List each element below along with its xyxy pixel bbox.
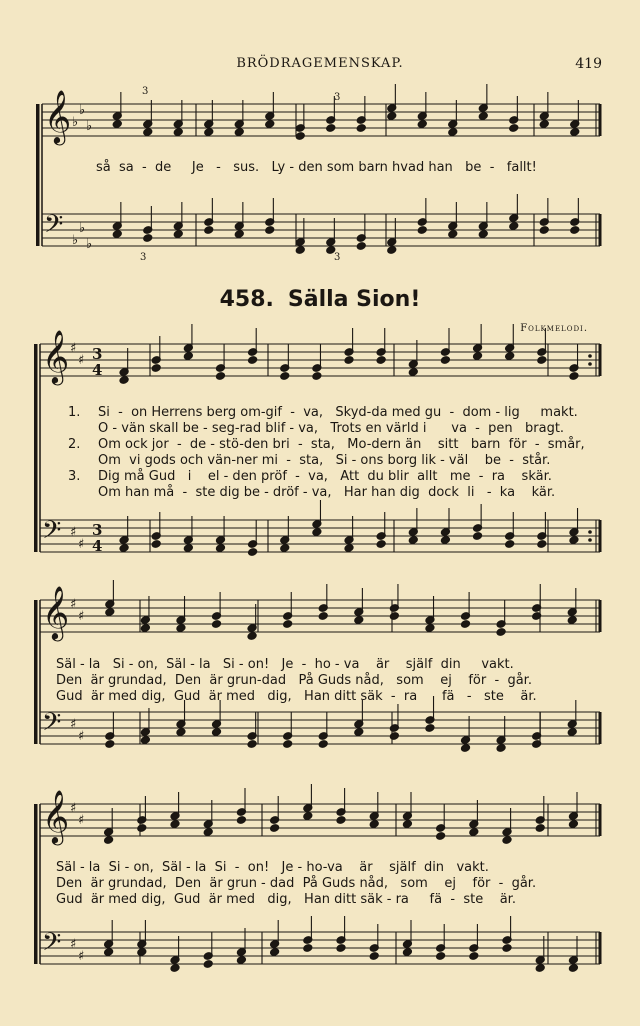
top-system-bass-note xyxy=(417,226,427,235)
system1-bass-note xyxy=(408,536,418,545)
system2-bass-note xyxy=(354,728,364,737)
system2-treble-note xyxy=(496,628,506,637)
system3-bass-note xyxy=(568,964,578,973)
top-system-bass-note xyxy=(387,246,397,255)
system3-treble-note xyxy=(236,816,246,825)
system3-bass-note xyxy=(436,952,446,961)
system1-bass-note xyxy=(248,548,258,557)
top-system-bass-note xyxy=(234,230,244,239)
system2-treble-note xyxy=(176,624,186,633)
system3-bass-note xyxy=(170,964,180,973)
system3-treble-note xyxy=(170,820,180,829)
system3-treble-clef: 𝄞 xyxy=(42,789,70,843)
top-system-brace xyxy=(36,104,40,246)
system2-bass-note xyxy=(211,728,221,737)
system3-treble-note xyxy=(502,836,512,845)
triplet-mark: 3 xyxy=(334,92,341,103)
system1-treble-note xyxy=(344,356,354,365)
system3-treble-note xyxy=(203,828,213,837)
system3-treble-note xyxy=(137,824,147,833)
system1-bass-note xyxy=(440,536,450,545)
system1-bass-note xyxy=(151,540,161,549)
system1-bass-note xyxy=(473,532,483,541)
system1-time-sig-denominator: 4 xyxy=(92,537,103,555)
top-system-bass-note xyxy=(173,230,183,239)
system2-treble-note xyxy=(425,624,435,633)
system3-bass-note xyxy=(402,948,412,957)
system1-lyric-line: O - vän skall be - seg-rad blif - va, Trots en värld i va - pen bragt. xyxy=(98,421,565,436)
system1-treble-note xyxy=(569,372,579,381)
system1-key-sig: ♯ xyxy=(78,537,85,552)
system2-bass-note xyxy=(496,744,506,753)
page-number: 419 xyxy=(575,56,602,72)
system1-key-sig: ♯ xyxy=(70,341,77,356)
system1-lyric-line: Om vi gods och vän-ner mi - sta, Si - ons borg lik - väl be - står. xyxy=(98,453,551,468)
system2-bass-note xyxy=(425,724,435,733)
system2-lyric-line: Gud är med dig, Gud är med dig, Han ditt säk - ra fä - ste är. xyxy=(56,689,537,704)
top-system-treble-note xyxy=(326,124,336,133)
system1-treble-note xyxy=(151,364,161,373)
system1-key-sig: ♯ xyxy=(70,525,77,540)
system1-treble-note xyxy=(312,372,322,381)
system1-lyric-line: Om han må - ste dig be - dröf - va, Har han dig dock li - ka kär. xyxy=(98,485,556,500)
top-system-treble-note xyxy=(417,120,427,129)
system1-key-sig: ♯ xyxy=(78,353,85,368)
system3-treble-note xyxy=(104,836,114,845)
system3-bass-note xyxy=(137,948,147,957)
system2-treble-note xyxy=(318,612,328,621)
system2-key-sig: ♯ xyxy=(70,597,77,612)
system3-brace xyxy=(34,804,38,964)
system3-treble-note xyxy=(369,820,379,829)
verse-number-2: 2. xyxy=(68,437,81,452)
system1-bass-note xyxy=(119,544,129,553)
system1-repeat-dot xyxy=(588,354,592,358)
system2-bass-note xyxy=(176,728,186,737)
top-system-key-sig: ♭ xyxy=(72,233,79,248)
top-system-key-sig: ♭ xyxy=(86,119,93,134)
top-system-treble-note xyxy=(234,128,244,137)
top-system-treble-note xyxy=(356,124,366,133)
system2-treble-note xyxy=(140,624,150,633)
system1-treble-note xyxy=(215,372,225,381)
top-system-key-sig: ♭ xyxy=(79,221,86,236)
system3-bass-note xyxy=(369,952,379,961)
triplet-mark: 3 xyxy=(140,252,147,263)
system3-lyric-line: Säl - la Si - on, Säl - la Si - on! Je - ho-va är själf din vakt. xyxy=(56,860,489,875)
top-system-bass-clef: 𝄢 xyxy=(44,210,64,245)
system2-bass-note xyxy=(318,740,328,749)
verse-number-3: 3. xyxy=(68,469,81,484)
system1-bass-note xyxy=(505,540,515,549)
system3-treble-note xyxy=(469,828,479,837)
top-system-treble-note xyxy=(173,128,183,137)
top-system-bass-note xyxy=(448,230,458,239)
verse-number-1: 1. xyxy=(68,405,81,420)
system1-lyric-line: Si - on Herrens berg om-gif - va, Skyd-da med gu - dom - lig makt. xyxy=(98,405,578,420)
system1-bass-note xyxy=(183,544,193,553)
system2-treble-note xyxy=(567,616,577,625)
system1-time-sig-denominator: 4 xyxy=(92,361,103,379)
system1-treble-note xyxy=(537,356,547,365)
system2-treble-note xyxy=(460,620,470,629)
system2-bass-clef: 𝄢 xyxy=(42,708,62,743)
system1-lyric-line: Om ock jor - de - stö-den bri - sta, Mo-dern än sitt barn för - smår, xyxy=(98,437,585,452)
top-system-bass-note xyxy=(509,222,519,231)
system1-time-sig-numerator: 3 xyxy=(92,521,103,539)
system1-bass-note xyxy=(537,540,547,549)
system3-bass-note xyxy=(270,948,280,957)
top-system-bass-note xyxy=(112,230,122,239)
system3-bass-clef: 𝄢 xyxy=(42,928,62,963)
top-system-treble-note xyxy=(570,128,580,137)
system2-treble-note xyxy=(283,620,293,629)
system2-treble-note xyxy=(211,620,221,629)
top-system-treble-note xyxy=(448,128,458,137)
top-system-bass-note xyxy=(265,226,275,235)
system3-lyric-line: Gud är med dig, Gud är med dig, Han ditt säk - ra fä - ste är. xyxy=(56,892,516,907)
system3-lyric-line: Den är grundad, Den är grun - dad På Guds nåd, som ej för - går. xyxy=(56,876,537,891)
top-system-treble-note xyxy=(509,124,519,133)
system1-bass-note xyxy=(376,540,386,549)
system2-bass-note xyxy=(140,736,150,745)
system3-bass-note xyxy=(336,944,346,953)
top-system-bass-note xyxy=(295,246,305,255)
top-system-bass-note xyxy=(204,226,214,235)
system1-bass-note xyxy=(344,544,354,553)
triplet-mark: 3 xyxy=(334,252,341,263)
top-system-lyric: så sa - de Je - sus. Ly - den som barn hvad han be - fallt! xyxy=(96,160,537,175)
system2-key-sig: ♯ xyxy=(78,609,85,624)
top-system-treble-note xyxy=(143,128,153,137)
system3-bass-note xyxy=(502,944,512,953)
top-system-bass-note xyxy=(539,226,549,235)
top-system-bass-note xyxy=(143,234,153,243)
system3-bass-note xyxy=(469,952,479,961)
system2-treble-clef: 𝄞 xyxy=(42,585,70,639)
system2-key-sig: ♯ xyxy=(78,729,85,744)
system1-brace xyxy=(34,344,38,552)
system3-key-sig: ♯ xyxy=(70,937,77,952)
top-system-treble-note xyxy=(265,120,275,129)
system2-key-sig: ♯ xyxy=(70,717,77,732)
system2-bass-note xyxy=(283,740,293,749)
system1-treble-note xyxy=(440,356,450,365)
system2-treble-note xyxy=(354,616,364,625)
top-system-key-sig: ♭ xyxy=(86,237,93,252)
system1-time-sig-numerator: 3 xyxy=(92,345,103,363)
system2-lyric-line: Den är grundad, Den är grun-dad På Guds nåd, som ej för - går. xyxy=(56,673,532,688)
system2-treble-note xyxy=(105,608,115,617)
system3-key-sig: ♯ xyxy=(78,949,85,964)
system3-key-sig: ♯ xyxy=(70,801,77,816)
top-system-bass-note xyxy=(570,226,580,235)
system2-bass-note xyxy=(247,740,257,749)
system2-treble-note xyxy=(389,612,399,621)
system3-bass-note xyxy=(236,956,246,965)
system3-treble-note xyxy=(535,824,545,833)
top-system-treble-note xyxy=(295,132,305,141)
system3-bass-note xyxy=(104,948,114,957)
system3-bass-note xyxy=(203,960,213,969)
top-system-treble-note xyxy=(204,128,214,137)
top-system-key-sig: ♭ xyxy=(79,103,86,118)
system1-bass-note xyxy=(569,536,579,545)
system1-treble-clef: 𝄞 xyxy=(42,329,70,383)
triplet-mark: 3 xyxy=(142,86,149,97)
system2-treble-note xyxy=(247,632,257,641)
system1-bass-note xyxy=(280,544,290,553)
system2-brace xyxy=(34,600,38,744)
tune-credit: Folkmelodi. xyxy=(520,323,588,334)
top-system-treble-note xyxy=(539,120,549,129)
system3-treble-note xyxy=(336,816,346,825)
system3-bass-note xyxy=(303,944,313,953)
hymn-title-text: Sälla Sion! xyxy=(287,287,421,312)
system1-treble-note xyxy=(408,368,418,377)
system1-treble-note xyxy=(183,352,193,361)
system1-bass-note xyxy=(312,528,322,537)
system3-treble-note xyxy=(402,820,412,829)
system3-treble-note xyxy=(270,824,280,833)
hymn-number: 458. xyxy=(219,287,274,312)
system1-treble-note xyxy=(505,352,515,361)
system3-treble-note xyxy=(568,820,578,829)
system2-bass-note xyxy=(389,732,399,741)
system2-bass-note xyxy=(460,744,470,753)
top-system-key-sig: ♭ xyxy=(72,115,79,130)
system1-repeat-dot xyxy=(588,538,592,542)
system2-lyric-line: Säl - la Si - on, Säl - la Si - on! Je - ho - va är själf din vakt. xyxy=(56,657,514,672)
running-head: BRÖDRAGEMENSKAP. xyxy=(236,56,404,71)
system3-treble-note xyxy=(436,832,446,841)
system1-bass-note xyxy=(215,544,225,553)
system1-treble-note xyxy=(473,352,483,361)
system1-repeat-dot xyxy=(588,362,592,366)
system3-key-sig: ♯ xyxy=(78,813,85,828)
system1-repeat-dot xyxy=(588,530,592,534)
system1-treble-note xyxy=(280,372,290,381)
system1-treble-note xyxy=(376,356,386,365)
system3-treble-note xyxy=(303,812,313,821)
system1-treble-note xyxy=(119,376,129,385)
system2-bass-note xyxy=(567,728,577,737)
system1-lyric-line: Dig må Gud i el - den pröf - va, Att du blir allt me - ra skär. xyxy=(98,469,552,484)
top-system-treble-clef: 𝄞 xyxy=(44,89,72,143)
top-system-treble-note xyxy=(112,120,122,129)
system3-bass-note xyxy=(535,964,545,973)
system1-bass-clef: 𝄢 xyxy=(42,516,62,551)
system1-treble-note xyxy=(248,356,258,365)
top-system-treble-note xyxy=(387,112,397,121)
top-system-bass-note xyxy=(356,242,366,251)
top-system-treble-note xyxy=(478,112,488,121)
top-system-bass-note xyxy=(478,230,488,239)
system2-bass-note xyxy=(105,740,115,749)
